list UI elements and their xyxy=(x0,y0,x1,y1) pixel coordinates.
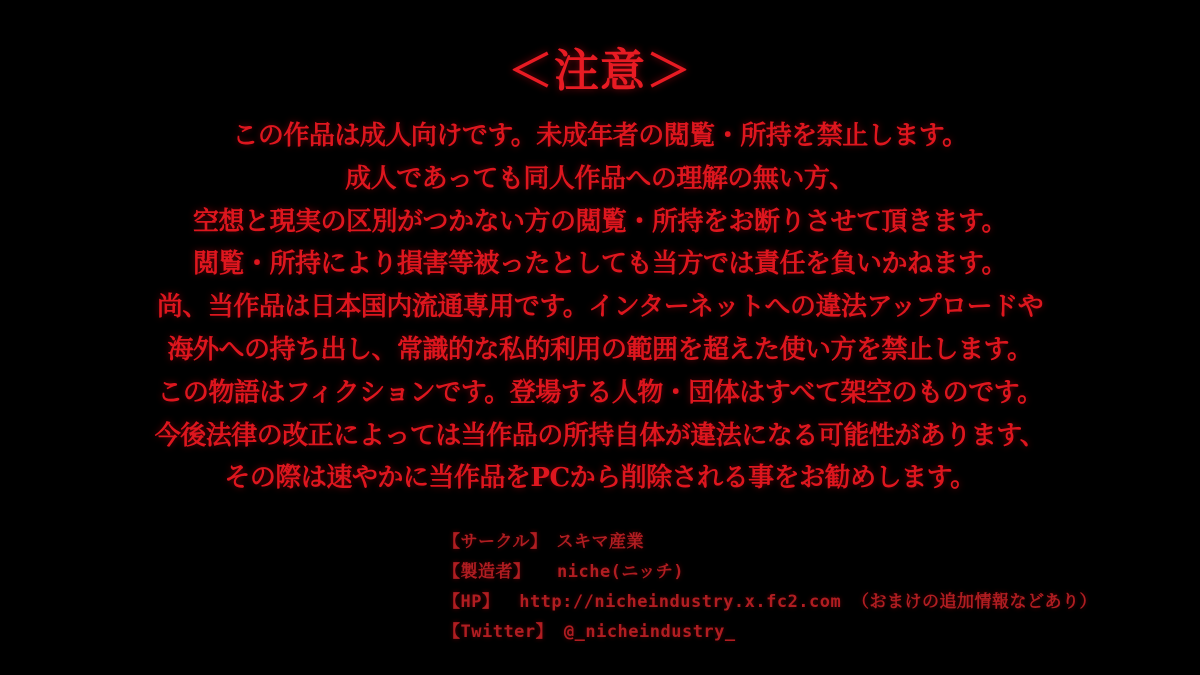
credits-block xyxy=(443,527,1200,647)
notice-line: 今後法律の改正によっては当作品の所持自体が違法になる可能性があります、 xyxy=(154,420,1046,451)
notice-line: 海外への持ち出し、常識的な私的利用の範囲を超えた使い方を禁止します。 xyxy=(167,334,1033,365)
notice-line: 空想と現実の区別がつかない方の閲覧・所持をお断りさせて頂きます。 xyxy=(193,206,1007,237)
credit-line-homepage: 【HP】 http://nicheindustry.x.fc2.com （おまけの追加情報などあり） xyxy=(443,592,1097,613)
credit-line-creator: 【製造者】 niche(ニッチ) xyxy=(443,562,684,583)
notice-body xyxy=(0,115,1200,500)
notice-line: 閲覧・所持により損害等被ったとしても当方では責任を負いかねます。 xyxy=(193,249,1007,280)
notice-line: その際は速やかに当作品をPCから削除される事をお勧めします。 xyxy=(224,463,976,494)
notice-line: 尚、当作品は日本国内流通専用です。インターネットへの違法アップロードや xyxy=(156,292,1044,323)
credit-line-twitter: 【Twitter】 @_nicheindustry_ xyxy=(443,622,736,643)
credit-line-circle: 【サークル】 スキマ産業 xyxy=(443,532,644,553)
notice-line: この物語はフィクションです。登場する人物・団体はすべて架空のものです。 xyxy=(157,377,1043,408)
page-title: ＜注意＞ xyxy=(507,44,692,97)
notice-line: この作品は成人向けです。未成年者の閲覧・所持を禁止します。 xyxy=(232,121,968,151)
notice-line: 成人であっても同人作品への理解の無い方、 xyxy=(345,163,855,194)
